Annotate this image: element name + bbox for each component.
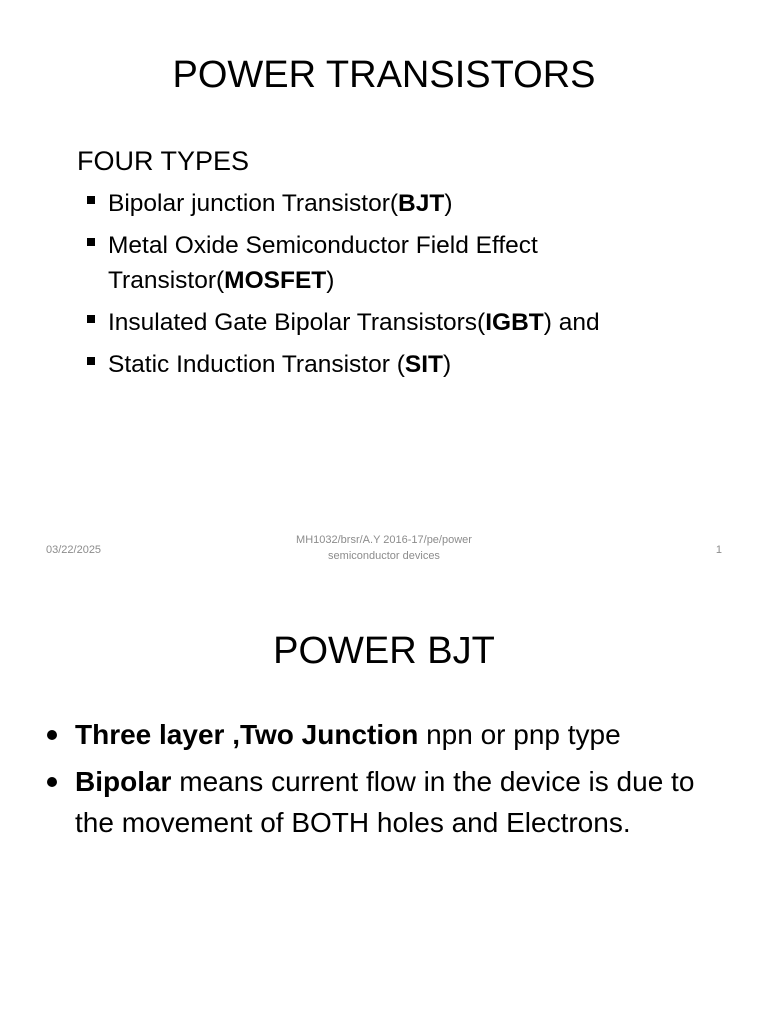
- footer-center-text: [234, 532, 534, 564]
- square-bullet-icon: [87, 315, 95, 323]
- list-item: Bipolar junction Transistor(BJT): [80, 186, 720, 221]
- slide-2: [0, 576, 768, 1024]
- list-item: Metal Oxide Semiconductor Field Effect Transistor(MOSFET): [80, 228, 720, 298]
- footer-date: 03/22/2025: [46, 544, 102, 556]
- power-bjt-list: [44, 714, 724, 849]
- footer-center-line-2: semiconductor devices: [328, 550, 440, 562]
- list-item: Insulated Gate Bipolar Transistors(IGBT) and: [80, 305, 720, 340]
- footer-center-line-1: MH1032/brsr/A.Y 2016-17/pe/power: [296, 534, 472, 546]
- square-bullet-icon: [87, 357, 95, 365]
- square-bullet-icon: [87, 238, 95, 246]
- list-item: Bipolar means current flow in the device is due to the movement of BOTH holes and Electrons.: [44, 761, 724, 843]
- transistor-types-list: [80, 186, 720, 389]
- page-number: 1: [715, 544, 722, 556]
- round-bullet-icon: [47, 777, 57, 787]
- slide-1-title: POWER TRANSISTORS: [172, 54, 596, 96]
- slide-2-title: POWER BJT: [273, 630, 495, 672]
- list-item: Three layer ,Two Junction npn or pnp type: [44, 714, 724, 755]
- round-bullet-icon: [47, 730, 57, 740]
- list-item: Static Induction Transistor (SIT): [80, 347, 720, 382]
- square-bullet-icon: [87, 196, 95, 204]
- slide-1-subhead: FOUR TYPES: [77, 146, 250, 176]
